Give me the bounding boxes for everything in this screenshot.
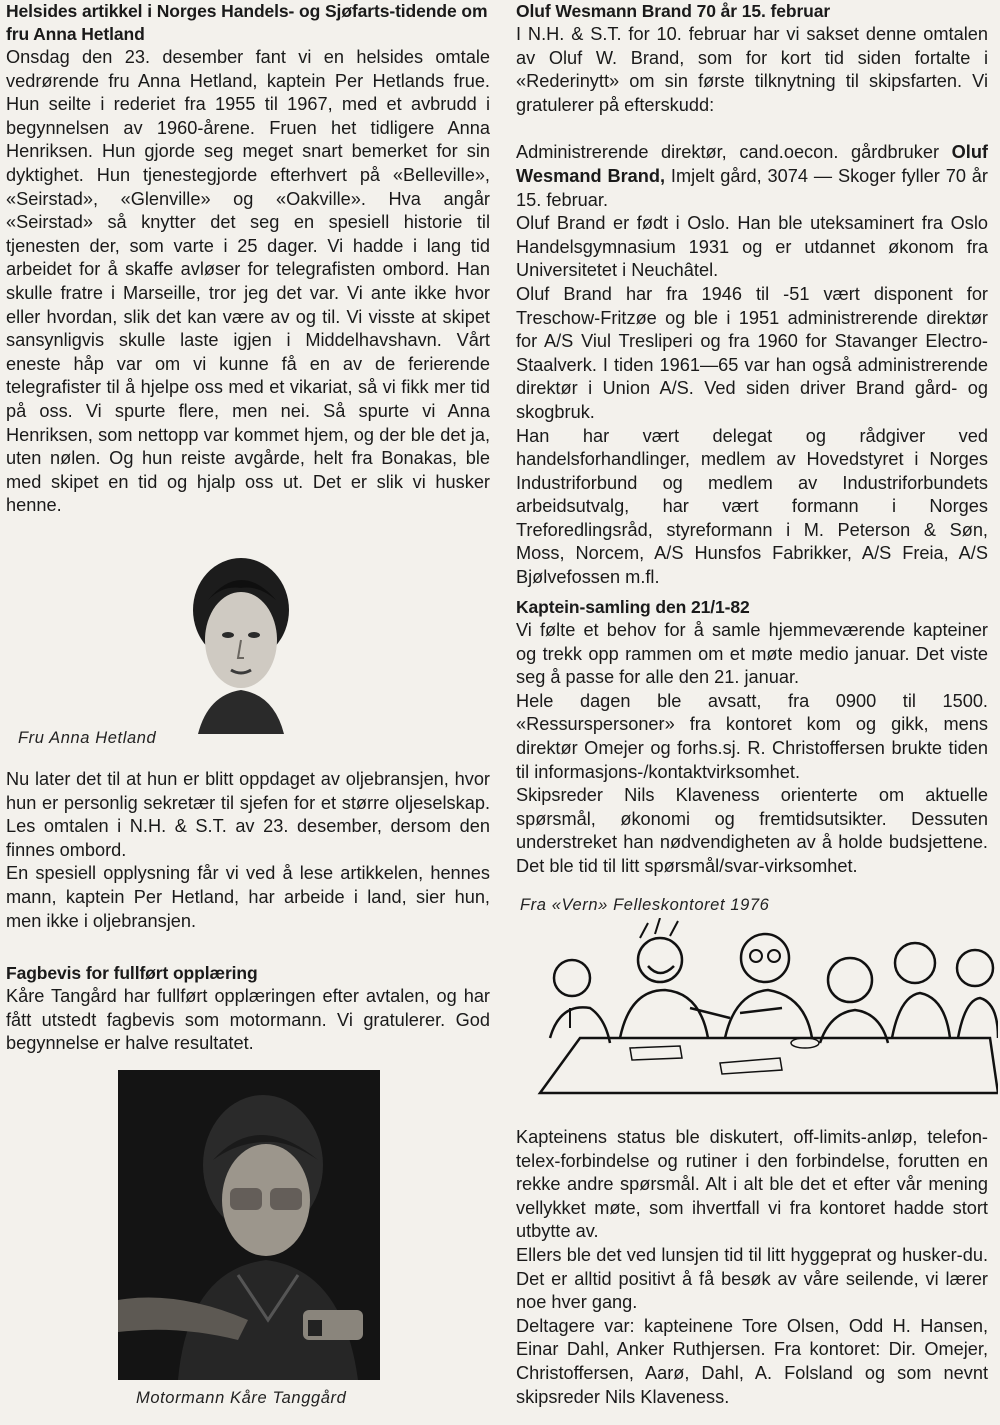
article-body-oluf-4: Oluf Brand har fra 1946 til -51 vært disponent for Treschow-Fritzøe og ble i 1951 administrerende direktør for A/S Viul Tresliperi og fra 1960 for Stavanger Electro-Staalverk. I tiden 1961—65 var han også administrerende direktør i Union A/S. Ved siden driver Brand gård- og skogbruk.: [516, 283, 988, 422]
portrait-image: [188, 540, 294, 734]
cartoon-caption: Fra «Vern» Felleskontoret 1976: [520, 896, 770, 914]
article-body-kaptein-2: Hele dagen ble avsatt, fra 0900 til 1500. «Ressurspersoner» fra kontoret kom og gikk, mens direktør Omejer og forhs.sj. R. Christoffersen brukte tiden til informasjons-/kontaktvirksomhet.: [516, 690, 988, 782]
article-kaptein-samling-cont: [516, 1126, 988, 1409]
article-heading: Helsides artikkel i Norges Handels- og Sjøfarts-tidende om fru Anna Hetland: [6, 1, 488, 44]
article-body-2: Nu later det til at hun er blitt oppdaget av oljebransjen, hvor hun er personlig sekretær til sjefen for et større oljeselskap. Les omtalen i N.H. & S.T. av 23. desember, dersom den finnes ombord.: [6, 769, 490, 860]
photo-caption-anna: Fru Anna Hetland: [18, 729, 157, 747]
photo-caption-kare: Motormann Kåre Tanggård: [136, 1389, 347, 1407]
cartoon-illustration: [520, 918, 998, 1098]
article-heading-fagbevis: Fagbevis for fullført opplæring: [6, 963, 258, 983]
article-body: Onsdag den 23. desember fant vi en helsides omtale vedrørende fru Anna Hetland, kaptein Per Hetlands frue. Hun seilte i rederiet fra 1955 til 1967, med et avbrudd i begynnelsen av 1960-årene. Fruen het tidligere Anna Henriksen. Hun gjorde seg meget snart bemerket for sin dyktighet. Hun tjenestegjorde efterhvert på «Belleville», «Seirstad», «Glenville» og «Oakville». Hva angår «Seirstad» så knytter det seg en spesiell historie til tjenesten der, som varte i 25 dager. Vi hadde i lang tid arbeidet for å skaffe avløser for telegrafisten ombord. Han skulle fratre i Marseille, tror jeg det var. Vi ante ikke hvor eller hvordan, slik det kan være av og til. Vi visste at skipet sansynligvis skulle laste igjen i Middelhavshavn. Vårt eneste håp var om vi kunne få en av de ferierende telegrafister til å hjelpe oss med et vikariat, så vi fikk mer tid på oss. Vi spurte flere, men nei. Så spurte vi Anna Henriksen, som nettopp var kommet hjem, og der ble det ja, uten nølen. Og hun reiste avgårde, helt fra Bonakas, ble med skipet en tid og hjalp oss ut. Det er slik vi husker henne.: [6, 47, 490, 516]
text-bold-name: Oluf Wesmand Brand,: [516, 142, 988, 186]
portrait-photo-anna-hetland: [188, 540, 294, 734]
portrait-image-2: [118, 1070, 380, 1380]
article-oluf-brand: [516, 0, 988, 590]
article-anna-hetland: [6, 0, 490, 518]
article-heading-oluf: Oluf Wesmann Brand 70 år 15. februar: [516, 1, 831, 21]
article-body-kaptein-4: Kapteinens status ble diskutert, off-limits-anløp, telefon-telex-forbindelse og rutiner i den forbindelse, forutten en rekke andre spørsmål. Alt i alt ble det et efter vår mening vellykket møte, som ihvertfall vi fra kontoret hadde stort utbytte av.: [516, 1127, 988, 1242]
article-body-oluf-2: [516, 141, 988, 212]
portrait-photo-kare-tanggard: [118, 1070, 380, 1380]
text-post: Imjelt gård, 3074 — Skoger fyller 70 år 15. februar.: [516, 165, 988, 210]
article-body-3: En spesiell opplysning får vi ved å lese artikkelen, hennes mann, kaptein Per Hetland, har arbeide i land, sier hun, men ikke i oljebransjen.: [6, 863, 490, 931]
article-anna-hetland-cont: [6, 768, 490, 933]
article-body-fagbevis: Kåre Tangård har fullført opplæringen efter avtalen, og har fått utstedt fagbevis som motormann. Vi gratulerer. God begynnelse er halve resultatet.: [6, 986, 490, 1054]
article-heading-kaptein: Kaptein-samling den 21/1-82: [516, 597, 750, 617]
article-body-kaptein-3: Skipsreder Nils Klaveness orienterte om aktuelle spørsmål, økonomi og fremtidsutsikter. Dessuten understreket han nødvendigheten av å holde budsjettene. Det ble tid til litt spørsmål/svar-virksomhet.: [516, 785, 988, 876]
article-body-oluf-5: Han har vært delegat og rådgiver ved handelsforhandlinger, medlem av Hovedstyret i Norges Industriforbund og medlem av Industriforbundets arbeidsutvalg, har vært formann i Norges Treforedlingsråd, styreformann i M. Peterson & Søn, Moss, Norcem, A/S Hunsfos Fabrikker, A/S Freia, A/S Bjølvefossen m.fl.: [516, 425, 988, 588]
article-body-kaptein-5: Ellers ble det ved lunsjen tid til litt hyggeprat og husker-du. Det er alltid positivt å få besøk av våre seilende, vi lærer noe hver gang.: [516, 1244, 988, 1313]
article-body-kaptein-6: Deltagere var: kapteinene Tore Olsen, Odd H. Hansen, Einar Dahl, Anker Ruthjersen. Fra kontoret: Dir. Omejer, Christoffersen, Aarø, Dahl, A. Folsland og som nevnt skipsreder Nils Klaveness.: [516, 1315, 988, 1407]
text-pre: Administrerende direktør, cand.oecon. gårdbruker: [516, 142, 952, 163]
article-body-kaptein-1: Vi følte et behov for å samle hjemmeværende kapteiner og trekk opp rammen om et møte medio januar. Det viste seg å passe for alle den 21. januar.: [516, 620, 988, 688]
meeting-cartoon-image: [520, 918, 998, 1098]
article-fagbevis: [6, 962, 490, 1056]
article-body-oluf-3: Oluf Brand er født i Oslo. Han ble uteksaminert fra Oslo Handelsgymnasium 1931 og er utdannet økonom fra Universitetet i Neuchâtel.: [516, 213, 988, 281]
article-kaptein-samling: [516, 596, 988, 879]
article-body-oluf-1: I N.H. & S.T. for 10. februar har vi sakset denne omtalen av Oluf W. Brand, som for kort tid siden fortalte i «Rederinytt» om sin første tilknytning til skipsfarten. Vi gratulerer på efterskudd:: [516, 24, 988, 115]
